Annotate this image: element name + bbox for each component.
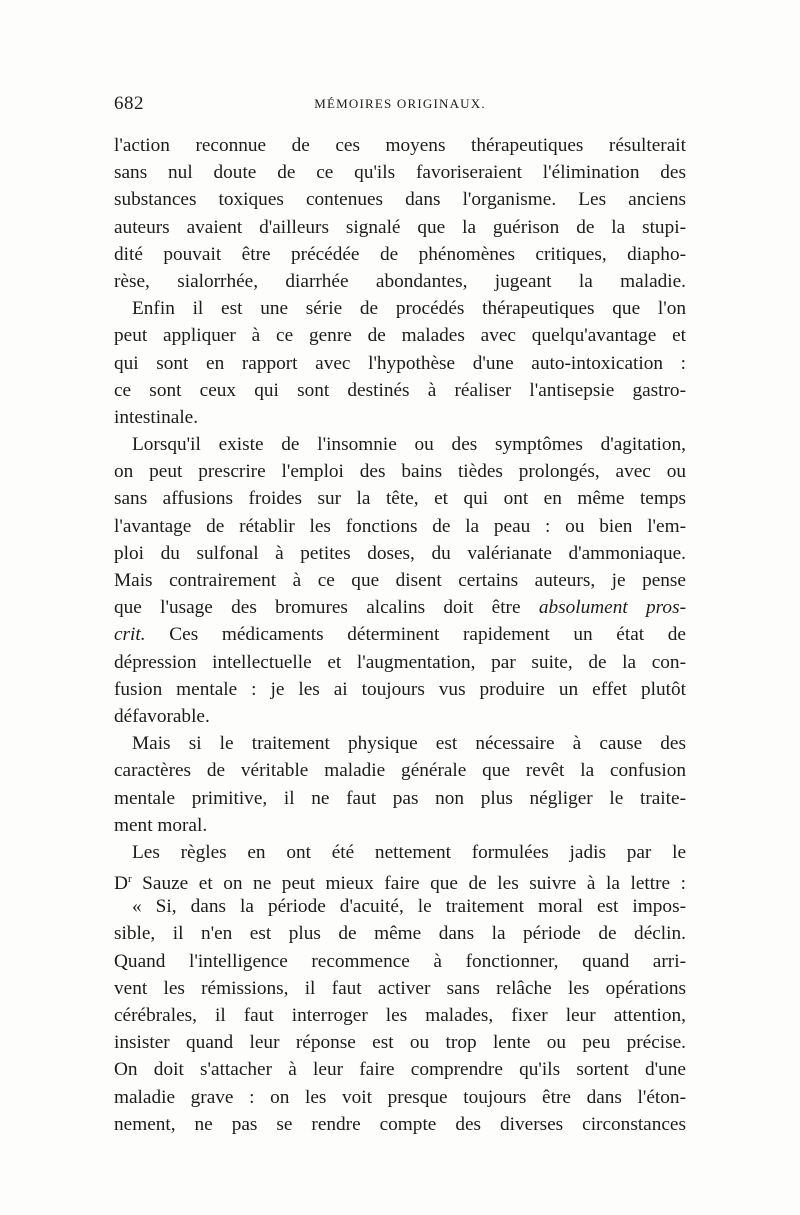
text-line: substances toxiques contenues dans l'organisme. Les anciens bbox=[114, 189, 686, 211]
text-line: peut appliquer à ce genre de malades avec quelqu'avantage et bbox=[114, 325, 686, 347]
running-head bbox=[114, 93, 686, 119]
text-line: sible, il n'en est plus de même dans la période de déclin. bbox=[114, 923, 686, 945]
text-segment: Sauze et on ne peut mieux faire que de les suivre à la lettre : bbox=[142, 873, 687, 895]
text-line: qui sont en rapport avec l'hypothèse d'une auto-intoxication : bbox=[114, 352, 686, 374]
text-line bbox=[114, 594, 686, 621]
section-title: MÉMOIRES ORIGINAUX. bbox=[314, 96, 486, 111]
text-line: vent les rémissions, il faut activer sans relâche les opérations bbox=[114, 977, 686, 999]
text-line: nement, ne pas se rendre compte des diverses circonstances bbox=[114, 1113, 686, 1135]
text-segment: D bbox=[114, 873, 128, 895]
text-line: l'avantage de rétablir les fonctions de la peau : ou bien l'em- bbox=[114, 515, 686, 537]
text-line: auteurs avaient d'ailleurs signalé que la guérison de la stupi- bbox=[114, 216, 686, 238]
text-line: sans affusions froides sur la tête, et qui ont en même temps bbox=[114, 488, 686, 510]
text-line: rèse, sialorrhée, diarrhée abondantes, jugeant la maladie. bbox=[114, 270, 686, 292]
text-line: intestinale. bbox=[114, 406, 199, 428]
text-line: sans nul doute de ce qu'ils favoriseraient l'élimination des bbox=[114, 162, 686, 184]
text-line: caractères de véritable maladie générale que revêt la confusion bbox=[114, 760, 686, 782]
superscript: r bbox=[127, 873, 132, 886]
emphasis-text: absolument pros- bbox=[538, 597, 687, 619]
text-line: ce sont ceux qui sont destinés à réaliser l'antisepsie gastro- bbox=[114, 379, 686, 401]
text-line: Enfin il est une série de procédés thérapeutiques que l'on bbox=[132, 298, 686, 320]
emphasis-text: crit. bbox=[114, 624, 146, 646]
page-number: 682 bbox=[114, 93, 144, 114]
text-line: l'action reconnue de ces moyens thérapeutiques résulterait bbox=[114, 135, 686, 156]
text-line bbox=[114, 621, 686, 648]
body-text bbox=[114, 132, 686, 1138]
text-line: On doit s'attacher à leur faire comprendre qu'ils sortent d'une bbox=[114, 1059, 686, 1081]
text-line: Mais contrairement à ce que disent certains auteurs, je pense bbox=[114, 570, 686, 591]
text-line: Les règles en ont été nettement formulées jadis par le bbox=[132, 841, 686, 863]
text-line: cérébrales, il faut interroger les malades, fixer leur attention, bbox=[114, 1005, 686, 1026]
text-line: ploi du sulfonal à petites doses, du valérianate d'ammoniaque. bbox=[114, 542, 686, 564]
text-line: ment moral. bbox=[114, 814, 208, 836]
text-line: dité pouvait être précédée de phénomènes critiques, diapho- bbox=[114, 243, 686, 265]
text-line: défavorable. bbox=[114, 705, 210, 727]
text-line: mentale primitive, il ne faut pas non plus négliger le traite- bbox=[114, 787, 686, 809]
text-line: Quand l'intelligence recommence à fonctionner, quand arri- bbox=[114, 950, 686, 972]
text-line: insister quand leur réponse est ou trop lente ou peu précise. bbox=[114, 1032, 686, 1054]
text-line: « Si, dans la période d'acuité, le traitement moral est impos- bbox=[132, 896, 686, 918]
text-line bbox=[114, 866, 686, 893]
text-line: Mais si le traitement physique est nécessaire à cause des bbox=[132, 733, 686, 755]
text-line: dépression intellectuelle et l'augmentation, par suite, de la con- bbox=[114, 651, 686, 673]
text-segment: Ces médicaments déterminent rapidement un état de bbox=[169, 624, 686, 646]
text-line: Lorsqu'il existe de l'insomnie ou des symptômes d'agitation, bbox=[132, 434, 686, 456]
text-segment: que l'usage des bromures alcalins doit être bbox=[114, 597, 521, 619]
text-line: fusion mentale : je les ai toujours vus produire un effet plutôt bbox=[114, 678, 686, 700]
text-line: maladie grave : on les voit presque toujours être dans l'éton- bbox=[114, 1086, 686, 1108]
text-line: on peut prescrire l'emploi des bains tièdes prolongés, avec ou bbox=[114, 461, 686, 483]
